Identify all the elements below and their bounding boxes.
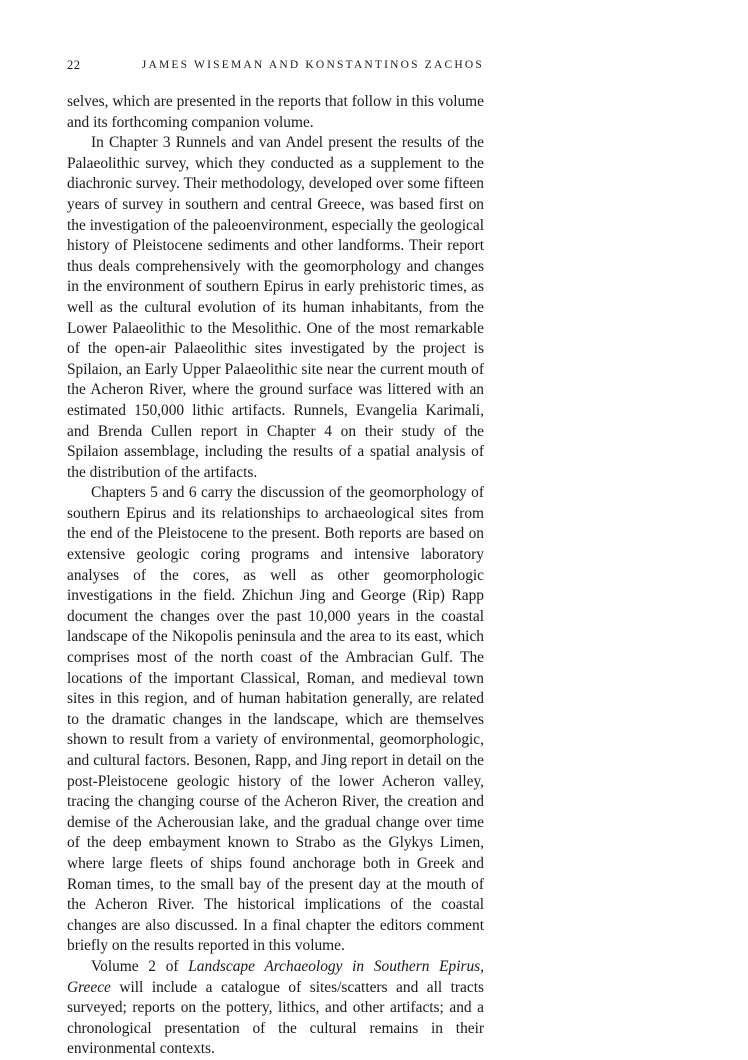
body-text	[67, 92, 484, 1060]
paragraph-volume-2-lead: Volume 2 of	[91, 957, 189, 975]
page-number: 22	[67, 58, 81, 72]
paragraph-chapter-5-6: Chapters 5 and 6 carry the discussion of the geomorphology of southern Epirus and its relationships to archaeological sites from the end of the Pleistocene to the present. Both reports are based on extensive geologic coring programs and intensive laboratory analyses of the cores, as well as other geomorphologic investigations in the field. Zhichun Jing and George (Rip) Rapp document the changes over the past 10,000 years in the coastal landscape of the Nikopolis peninsula and the area to its east, which comprises most of the north coast of the Ambracian Gulf. The locations of the important Classical, Roman, and medieval town sites in this region, and of human habitation generally, are related to the dramatic changes in the landscape, which are themselves shown to result from a variety of environmental, geomorphologic, and cultural factors. Besonen, Rapp, and Jing report in detail on the post-Pleistocene geologic history of the lower Acheron valley, tracing the changing course of the Acheron River, the creation and demise of the Acherousian lake, and the gradual change over time of the deep embayment known to Strabo as the Glykys Limen, where large fleets of ships found anchorage both in Greek and Roman times, to the small bay of the present day at the mouth of the Acheron River. The historical implications of the coastal changes are also discussed. In a final chapter the editors comment briefly on the results reported in this volume.	[67, 484, 484, 955]
paragraph-volume-2	[67, 957, 484, 1060]
book-title: Landscape Archaeology in Southern Epirus, Greece	[67, 957, 484, 996]
running-title: JAMES WISEMAN AND KONSTANTINOS ZACHOS	[141, 59, 484, 71]
paragraph-continuation: selves, which are presented in the reports that follow in this volume and its forthcoming companion volume.	[67, 93, 484, 131]
paragraph-chapter-3-4: In Chapter 3 Runnels and van Andel present the results of the Palaeolithic survey, which they conducted as a supplement to the diachronic survey. Their methodology, developed over some fifteen years of survey in southern and central Greece, was based first on the investigation of the paleoenvironment, especially the geological history of Pleistocene sediments and other landforms. Their report thus deals comprehensively with the geomorphology and changes in the environment of southern Epirus in early prehistoric times, as well as the cultural evolution of its human inhabitants, from the Lower Palaeolithic to the Mesolithic. One of the most remarkable of the open-air Palaeolithic sites investigated by the project is Spilaion, an Early Upper Palaeolithic site near the current mouth of the Acheron River, where the ground surface was littered with an estimated 150,000 lithic artifacts. Runnels, Evangelia Karimali, and Brenda Cullen report in Chapter 4 on their study of the Spilaion assemblage, including the results of a spatial analysis of the distribution of the artifacts.	[67, 134, 484, 481]
paragraph-volume-2-rest: will include a catalogue of sites/scatters and all tracts surveyed; reports on the pottery, lithics, and other artifacts; and a chronological presentation of the cultural remains in their environmental contexts.	[67, 978, 484, 1058]
running-head	[67, 55, 484, 75]
